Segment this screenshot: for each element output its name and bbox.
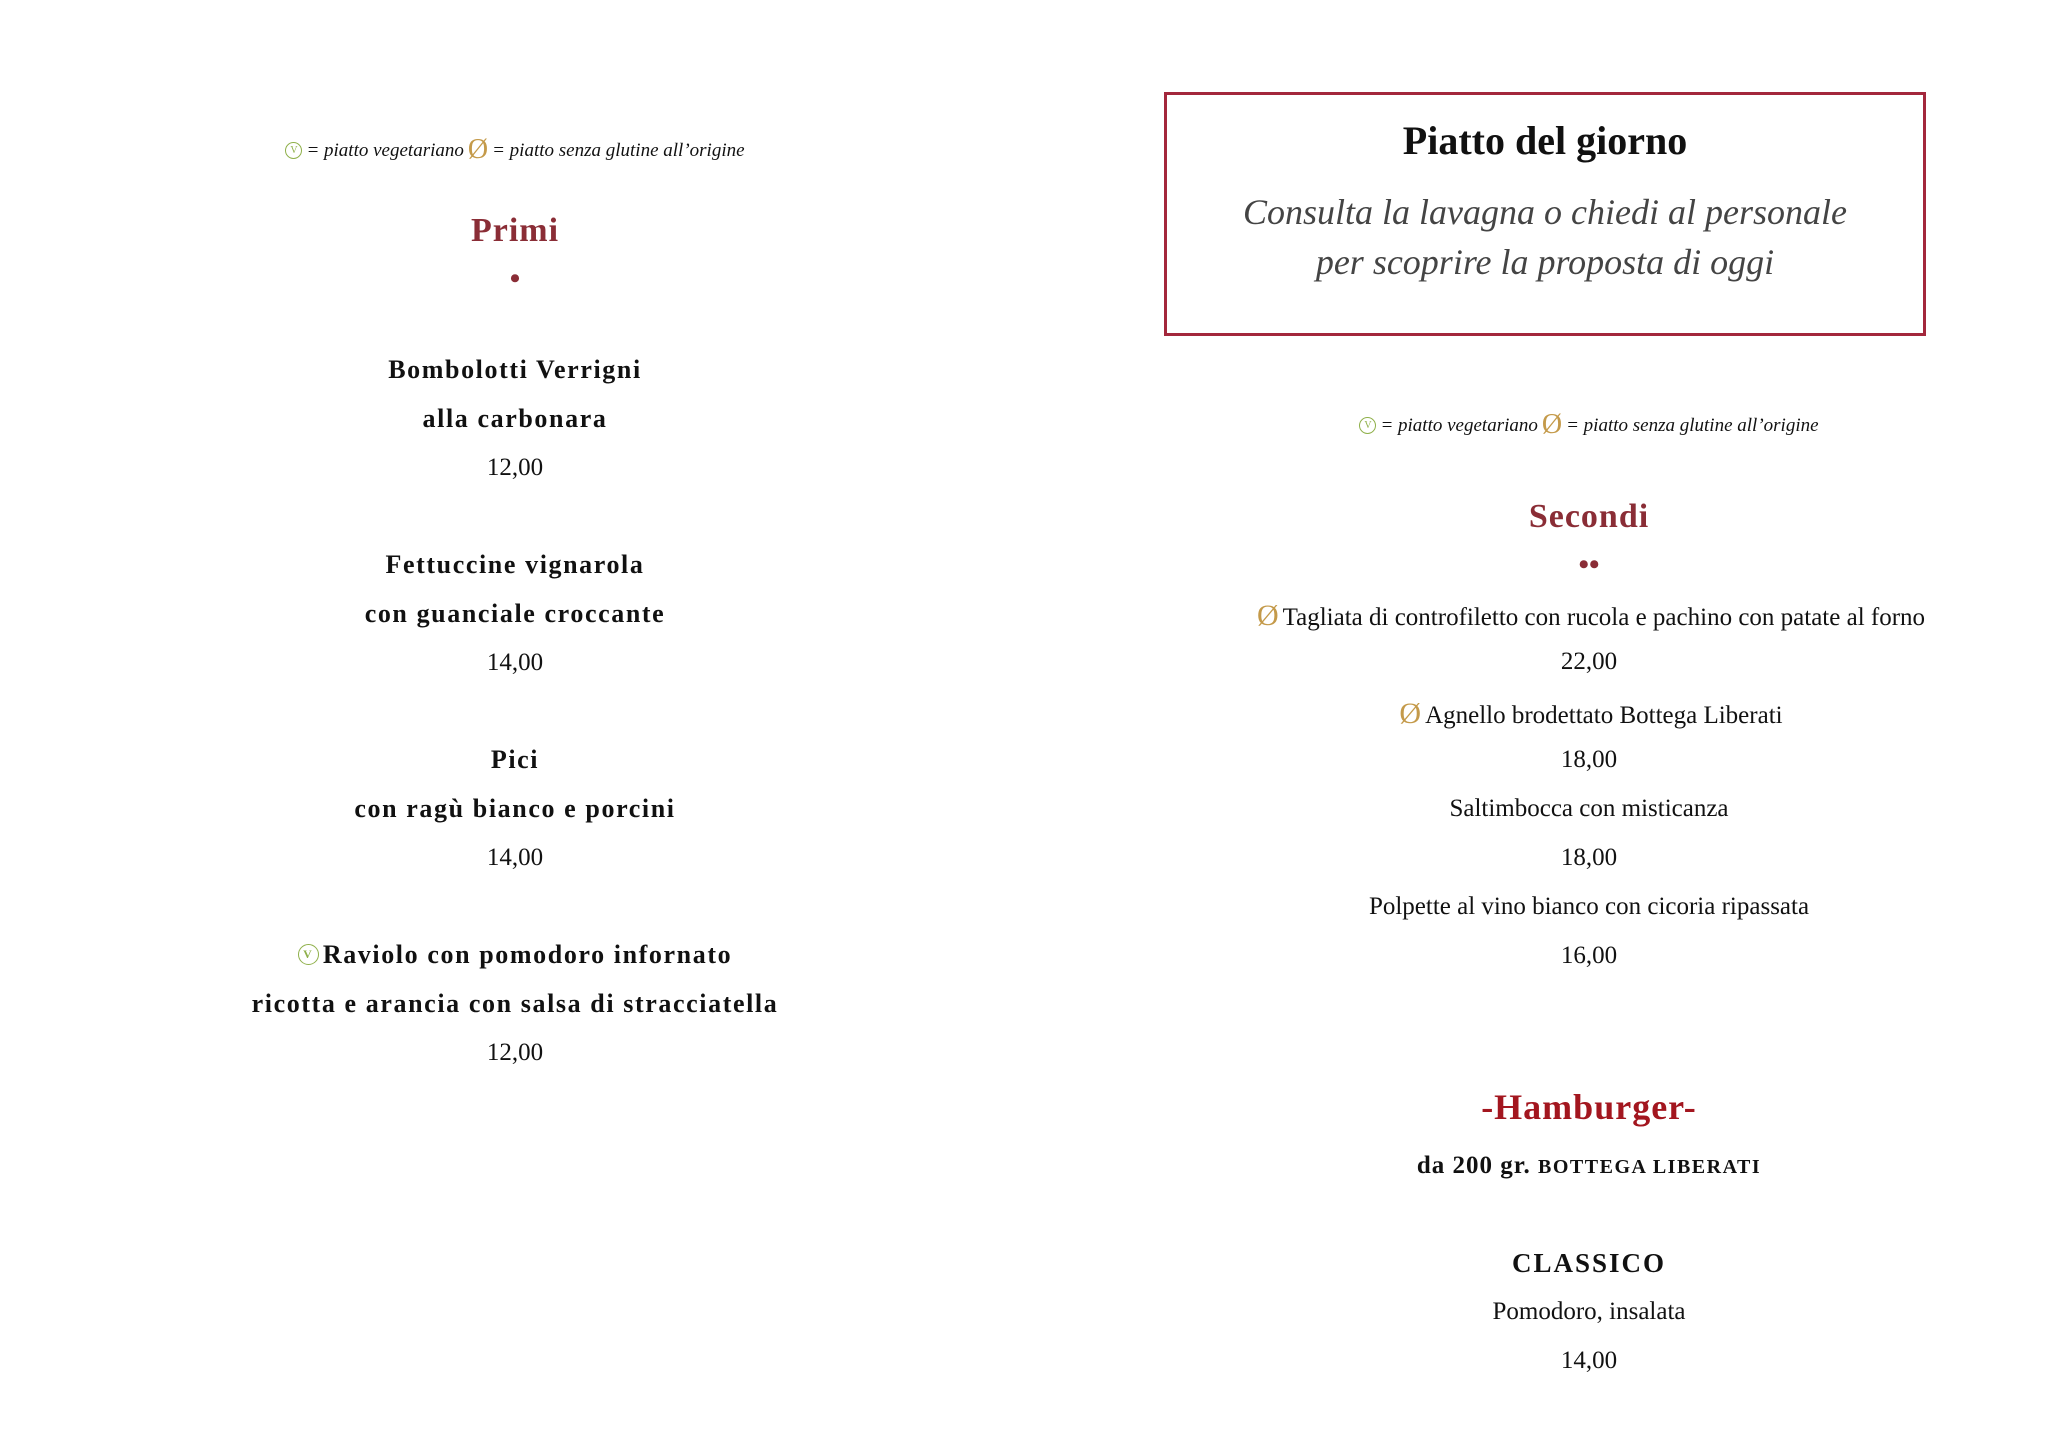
daily-special-line: per scoprire la proposta di oggi bbox=[1315, 242, 1775, 282]
dish-name: Saltimbocca con misticanza bbox=[1449, 795, 1729, 822]
dish-name-text: Agnello brodettato Bottega Liberati bbox=[1425, 702, 1783, 729]
dish-price: 16,00 bbox=[1560, 942, 1618, 969]
hamburger-weight: da 200 gr. bbox=[1416, 1152, 1531, 1179]
dish-name: Bombolotti Verrigni bbox=[388, 355, 642, 384]
right-page bbox=[1130, 0, 2048, 1447]
section-marker: • bbox=[509, 262, 521, 295]
vegetarian-icon: V bbox=[298, 944, 319, 965]
dish-description: con ragù bianco e porcini bbox=[354, 794, 676, 823]
dish-name: Pici bbox=[490, 745, 540, 774]
dish-name-text: Raviolo con pomodoro infornato bbox=[322, 940, 733, 969]
legend-gf-text: = piatto senza glutine all’origine bbox=[492, 140, 745, 161]
vegetarian-icon: V bbox=[1359, 417, 1376, 434]
section-title-secondi: Secondi bbox=[1528, 498, 1650, 535]
dish-name: Fettuccine vignarola bbox=[385, 550, 645, 579]
dish-price: 18,00 bbox=[1560, 746, 1618, 773]
gluten-free-icon: Ø bbox=[1256, 599, 1279, 632]
legend-veg-text: = piatto vegetariano bbox=[306, 140, 464, 161]
section-marker: •• bbox=[1578, 548, 1600, 581]
gluten-free-icon: Ø bbox=[467, 134, 489, 165]
gluten-free-icon: Ø bbox=[1399, 697, 1422, 730]
dish-price: 12,00 bbox=[486, 454, 544, 481]
dish-price: 12,00 bbox=[486, 1039, 544, 1066]
legend-gf-text: = piatto senza glutine all’origine bbox=[1566, 415, 1819, 436]
legend bbox=[0, 134, 1030, 166]
dish-name bbox=[1130, 599, 2048, 633]
daily-special-title: Piatto del giorno bbox=[1402, 118, 1688, 163]
dish-name: Polpette al vino bianco con cicoria ripassata bbox=[1368, 893, 1810, 920]
dish-name: CLASSICO bbox=[1511, 1248, 1667, 1278]
legend bbox=[1130, 409, 2048, 441]
hamburger-brand: BOTTEGA LIBERATI bbox=[1538, 1156, 1762, 1178]
legend-veg-text: = piatto vegetariano bbox=[1380, 415, 1538, 436]
dish-name bbox=[0, 940, 1030, 970]
dish-description: con guanciale croccante bbox=[364, 599, 666, 628]
section-title-primi: Primi bbox=[470, 212, 560, 249]
vegetarian-icon: V bbox=[285, 142, 302, 159]
dish-price: 14,00 bbox=[486, 649, 544, 676]
dish-name bbox=[1130, 697, 2048, 731]
dish-price: 22,00 bbox=[1560, 648, 1618, 675]
section-title-hamburger: -Hamburger- bbox=[1481, 1087, 1697, 1127]
dish-description: ricotta e arancia con salsa di stracciatella bbox=[251, 989, 779, 1018]
dish-price: 14,00 bbox=[1560, 1347, 1618, 1374]
hamburger-subtitle bbox=[1130, 1152, 2048, 1180]
daily-special-line: Consulta la lavagna o chiedi al personale bbox=[1243, 192, 1847, 232]
dish-price: 14,00 bbox=[486, 844, 544, 871]
gluten-free-icon: Ø bbox=[1541, 409, 1563, 440]
dish-description: Pomodoro, insalata bbox=[1492, 1298, 1686, 1325]
dish-name-text: Tagliata di controfiletto con rucola e pachino con patate al forno bbox=[1282, 604, 1926, 631]
dish-price: 18,00 bbox=[1560, 844, 1618, 871]
dish-description: alla carbonara bbox=[422, 404, 608, 433]
